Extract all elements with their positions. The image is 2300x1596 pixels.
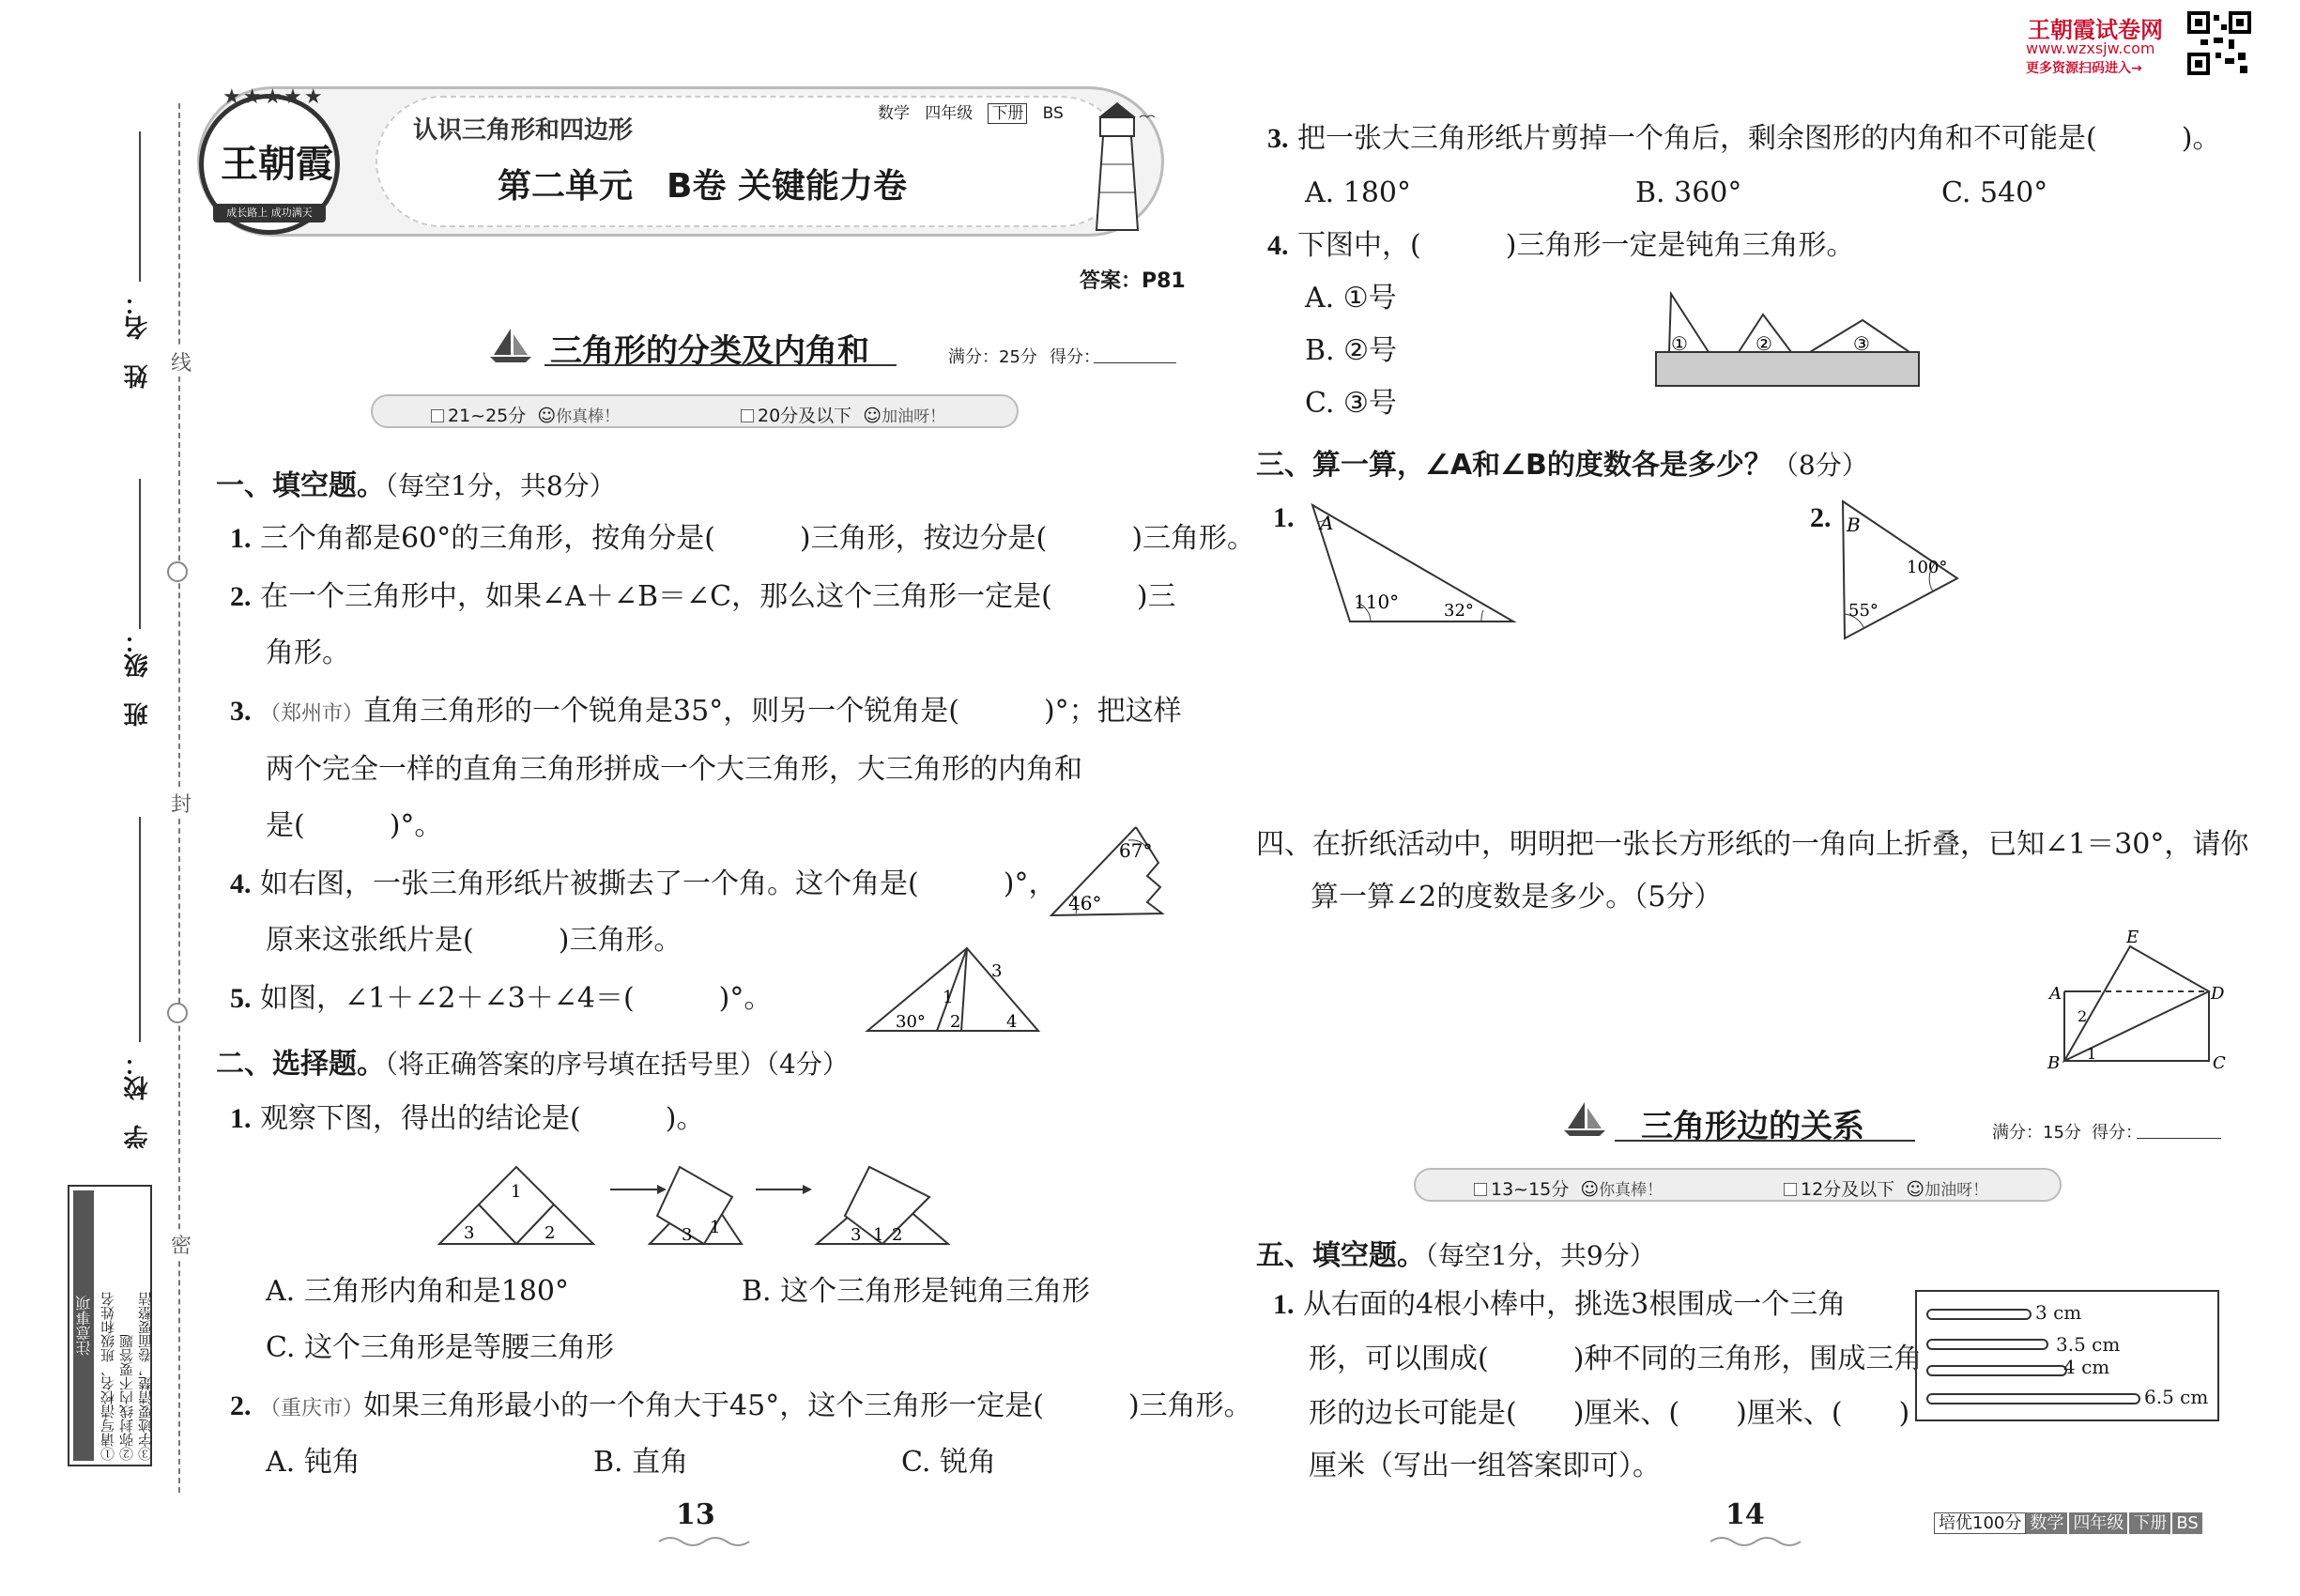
option-a[interactable]: A. 180° [1305, 176, 1411, 209]
section-underline [544, 364, 897, 366]
name-label: 姓 名： [124, 291, 152, 389]
page-title: 第二单元 B卷 关键能力卷 [498, 167, 907, 206]
stick [1926, 1339, 2048, 1350]
stick [1926, 1365, 2067, 1376]
fig-label: ② [1756, 332, 1772, 355]
cut-mark-2: 封 [171, 789, 192, 818]
fig-label: D [2211, 984, 2225, 1004]
wave-ornament [657, 1532, 760, 1551]
fig-label: 67° [1119, 839, 1153, 862]
fig-label: 32° [1444, 601, 1474, 621]
class-field[interactable] [139, 479, 141, 629]
stick [1926, 1393, 2140, 1404]
fill-q3-cont2: 是( )°。 [266, 809, 443, 842]
tag-list [878, 100, 1064, 123]
stick-label: 6.5 cm [2144, 1386, 2209, 1408]
class-label: 班 级： [124, 629, 152, 727]
rating-low[interactable]: 12分及以下 ☺加油呀！ [1784, 1175, 1988, 1201]
part3-heading: 三、算一算，∠A和∠B的度数各是多少？（8分） [1256, 449, 1868, 482]
notice-3: ③字迹要清楚，卷面要整洁 [137, 1292, 154, 1461]
calc-q2-num: 2. [1810, 502, 1832, 533]
brand-url[interactable]: www.wzxsjw.com [2026, 39, 2155, 57]
rating-low[interactable]: 20分及以下 ☺加油呀！ [741, 402, 945, 427]
notice-1: ①请写清校名、班级和姓名 [100, 1292, 116, 1461]
choice-q3: 3. 把一张大三角形纸片剪掉一个角后，剩余图形的内角和不可能是( )。 [1267, 122, 2221, 155]
wave-ornament [1709, 1532, 1812, 1551]
tag-subject: 数学 [878, 104, 910, 123]
fig-label: 3 [464, 1223, 475, 1243]
choice-q2: 2. （重庆市）如果三角形最小的一个角大于45°，这个三角形一定是( )三角形。 [230, 1389, 1252, 1422]
option-b[interactable]: B. 360° [1635, 176, 1742, 209]
fold-question: 四、在折纸活动中，明明把一张长方形纸的一角向上折叠，已知∠1＝30°，请你 [1256, 828, 2249, 861]
sides-q1-cont: 形，可以围成( )种不同的三角形，围成三角 [1309, 1343, 1923, 1375]
stick-label: 3 cm [2035, 1301, 2082, 1324]
fill-q4-cont: 原来这张纸片是( )三角形。 [266, 924, 682, 957]
tag-edition: BS [1042, 104, 1064, 123]
fill-q2: 2. 在一个三角形中，如果∠A＋∠B＝∠C，那么这个三角形一定是( )三 [230, 580, 1176, 613]
sailboat-icon [490, 327, 533, 364]
option-c[interactable]: C. ③号 [1305, 387, 1397, 420]
unit-topic: 认识三角形和四边形 [413, 116, 634, 145]
score-label: 得分： [1050, 347, 1100, 367]
fig-label: 2 [950, 1012, 961, 1032]
fig-label: 30° [896, 1012, 926, 1032]
fill-q2-cont: 角形。 [266, 637, 350, 669]
score-label: 得分： [2092, 1123, 2142, 1143]
school-field[interactable] [139, 817, 141, 1042]
fig-label: 110° [1354, 591, 1400, 613]
full-score: 满分：25分 [948, 347, 1037, 367]
fig-label: 3 [991, 961, 1003, 981]
sides-q1-cont3: 厘米（写出一组答案即可）。 [1309, 1450, 1661, 1482]
score-field[interactable] [1094, 362, 1176, 363]
option-a[interactable]: A. 三角形内角和是180° [266, 1275, 569, 1308]
sides-q1: 1. 从右面的4根小棒中，挑选3根围成一个三角 [1273, 1288, 1847, 1321]
fig-label: ③ [1853, 332, 1870, 355]
option-b[interactable]: B. ②号 [1305, 334, 1398, 367]
option-c[interactable]: C. 540° [1941, 176, 2048, 209]
fig-label: 3 [851, 1225, 862, 1245]
triangle-fold-figure [432, 1159, 958, 1249]
angle-sum-figure [864, 941, 1042, 1035]
fig-label: 2 [892, 1225, 903, 1245]
sailboat-icon [1564, 1100, 1607, 1138]
fig-label: 46° [1068, 892, 1102, 914]
option-c[interactable]: C. 这个三角形是等腰三角形 [266, 1331, 614, 1364]
footer-tags [1934, 1510, 2202, 1534]
section-underline [1615, 1140, 1915, 1142]
calc-triangle-2 [1835, 498, 1967, 643]
fig-label: 1 [873, 1225, 884, 1245]
fig-label: 1 [511, 1182, 522, 1202]
fig-label: A [1320, 512, 1334, 534]
notice-2: ②弥封线内不要答题 [118, 1334, 135, 1461]
fig-label: 1 [2087, 1045, 2097, 1063]
calc-q1-num: 1. [1273, 502, 1295, 533]
tag-term: 下册 [988, 103, 1027, 124]
name-field[interactable] [139, 131, 141, 282]
fig-label: A [2049, 984, 2062, 1004]
fold-question-cont: 算一算∠2的度数是多少。（5分） [1311, 881, 1723, 913]
calc-triangle-1 [1305, 498, 1521, 629]
fill-q3-cont: 两个完全一样的直角三角形拼成一个大三角形，大三角形的内角和 [266, 753, 1082, 786]
rating-high[interactable]: 13~15分 ☺你真棒！ [1474, 1175, 1663, 1201]
fill-q4: 4. 如右图，一张三角形纸片被撕去了一个角。这个角是( )°， [230, 867, 1057, 900]
footer-tag: BS [2172, 1512, 2201, 1534]
logo-text: 王朝霞 [221, 142, 333, 186]
fig-label: 1 [710, 1218, 721, 1237]
fig-label: 4 [1006, 1012, 1018, 1032]
tag-grade: 四年级 [925, 104, 974, 123]
answer-ref: 答案：P81 [1080, 269, 1186, 293]
torn-triangle-figure [1042, 821, 1173, 925]
section-title-sides: 三角形边的关系 [1641, 1108, 1864, 1145]
fill-q5: 5. 如图，∠1＋∠2＋∠3＋∠4＝( )°。 [230, 982, 773, 1015]
rating-bar [1414, 1168, 2062, 1202]
school-label: 学 校： [124, 1051, 152, 1149]
notice-title: 注意事项 [73, 1190, 94, 1461]
footer-tag: 四年级 [2069, 1512, 2127, 1534]
full-score: 满分：15分 [1992, 1123, 2081, 1143]
page-number-right: 14 [1725, 1498, 1765, 1531]
option-a[interactable]: A. 钝角 [266, 1446, 360, 1479]
part1-heading: 一、填空题。（每空1分，共8分） [216, 469, 616, 502]
rating-bar [371, 394, 1019, 428]
fig-label: 100° [1907, 558, 1948, 577]
cut-mark-1: 线 [171, 347, 192, 376]
fill-q3: 3. （郑州市）直角三角形的一个锐角是35°，则另一个锐角是( )°；把这样 [230, 695, 1182, 728]
option-a[interactable]: A. ①号 [1305, 282, 1397, 315]
sticks-box [1915, 1290, 2219, 1421]
stick [1926, 1309, 2032, 1320]
notice-box [68, 1185, 152, 1466]
stick-label: 4 cm [2063, 1356, 2110, 1378]
option-b[interactable]: B. 直角 [593, 1446, 689, 1479]
sides-q1-cont2: 形的边长可能是( )厘米、( )厘米、( ) [1309, 1397, 1910, 1430]
star-icon: ★★★★★ [222, 85, 325, 109]
fig-label: 2 [2078, 1007, 2088, 1025]
option-b[interactable]: B. 这个三角形是钝角三角形 [742, 1275, 1091, 1308]
brand-site-name: 王朝霞试卷网 [2028, 17, 2163, 43]
fig-label: ① [1671, 332, 1688, 355]
cut-mark-3: 密 [171, 1230, 192, 1259]
page-number-left: 13 [676, 1498, 715, 1531]
footer-tag: 培优100分 [1934, 1512, 2026, 1534]
option-c[interactable]: C. 锐角 [901, 1446, 996, 1479]
binding-hole [167, 1003, 188, 1023]
part2-heading: 二、选择题。（将正确答案的序号填在括号里）（4分） [216, 1048, 849, 1081]
rating-high[interactable]: 21~25分 ☺你真棒！ [431, 402, 620, 427]
fig-label: C [2213, 1053, 2226, 1073]
footer-tag: 下册 [2129, 1512, 2170, 1534]
score-field[interactable] [2137, 1138, 2221, 1139]
choice-q1: 1. 观察下图，得出的结论是( )。 [230, 1102, 705, 1135]
brand-logo [199, 85, 340, 235]
stick-label: 3.5 cm [2056, 1333, 2121, 1356]
logo-caption: 成长路上 成功满天 [213, 204, 326, 223]
fig-label: 2 [544, 1223, 556, 1243]
fig-label: B [2047, 1053, 2061, 1073]
fold-rectangle-figure [2042, 928, 2226, 1073]
choice-q4: 4. 下图中，( )三角形一定是钝角三角形。 [1267, 229, 1855, 262]
footer-tag: 数学 [2026, 1512, 2067, 1534]
fig-label: E [2126, 928, 2139, 947]
lighthouse-icon [1080, 99, 1164, 239]
qr-code-icon[interactable] [2187, 11, 2251, 75]
fig-label: 55° [1848, 601, 1878, 621]
brand-slogan: 更多资源扫码进入→ [2026, 61, 2142, 76]
fig-label: 3 [682, 1225, 693, 1245]
fill-q1: 1. 三个角都是60°的三角形，按角分是( )三角形，按边分是( )三角形。 [230, 522, 1256, 555]
fig-label: 1 [943, 988, 954, 1007]
part5-heading: 五、填空题。（每空1分，共9分） [1256, 1239, 1656, 1272]
covered-triangles-figure [1652, 286, 1924, 390]
section-title-classification: 三角形的分类及内角和 [550, 332, 869, 370]
fig-label: B [1847, 514, 1861, 536]
binding-hole [167, 561, 188, 582]
